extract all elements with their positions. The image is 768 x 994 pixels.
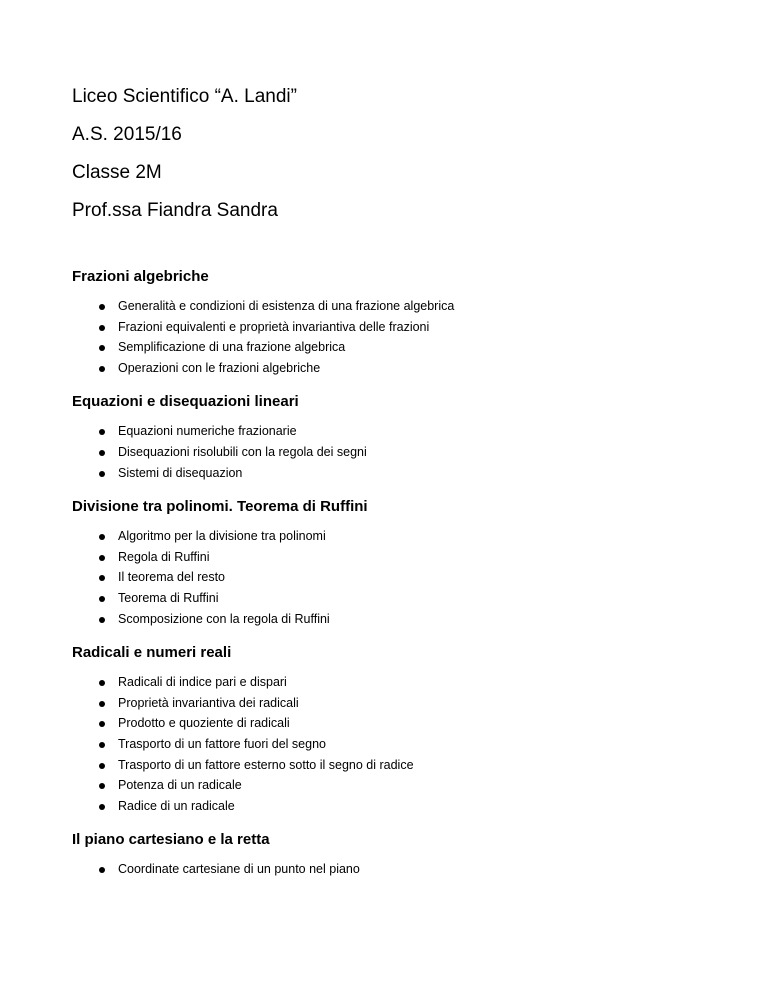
- bullet-icon: [99, 742, 105, 748]
- bullet-icon: [99, 721, 105, 727]
- list-item-text: Generalità e condizioni di esistenza di una frazione algebrica: [118, 299, 455, 313]
- program-section: [72, 267, 712, 378]
- section-title: Divisione tra polinomi. Teorema di Ruffini: [72, 498, 368, 516]
- bullet-icon: [99, 304, 105, 310]
- bullet-icon: [99, 471, 105, 477]
- list-item: [72, 796, 712, 817]
- list-item: [72, 296, 712, 317]
- list-item: [72, 337, 712, 358]
- program-section: [72, 830, 712, 880]
- list-item: [72, 317, 712, 338]
- list-item-text: Algoritmo per la divisione tra polinomi: [118, 529, 326, 544]
- bullet-icon: [99, 783, 105, 789]
- program-section: [72, 392, 712, 483]
- program-section: [72, 497, 712, 629]
- bullet-icon: [99, 325, 105, 331]
- document-page: [72, 84, 712, 894]
- list-item: [72, 547, 712, 568]
- list-item: [72, 713, 712, 734]
- list-item: [72, 609, 712, 630]
- bullet-icon: [99, 680, 105, 686]
- bullet-icon: [99, 534, 105, 540]
- list-item: [72, 734, 712, 755]
- list-item: [72, 755, 712, 776]
- bullet-icon: [99, 555, 105, 561]
- topic-list: [72, 526, 712, 629]
- list-item: [72, 775, 712, 796]
- list-item-text: Scomposizione con la regola di Ruffini: [118, 611, 330, 626]
- list-item-text: Disequazioni risolubili con la regola dei segni: [118, 444, 367, 459]
- program-section: [72, 643, 712, 816]
- list-item-text: Il teorema del resto: [118, 570, 225, 585]
- list-item: [72, 463, 712, 484]
- list-item-text: Potenza di un radicale: [118, 778, 242, 793]
- bullet-icon: [99, 575, 105, 581]
- list-item-text: Equazioni numeriche frazionarie: [118, 424, 297, 439]
- list-item-text: Trasporto di un fattore fuori del segno: [118, 736, 326, 751]
- teacher-name: Prof.ssa Fiandra Sandra: [72, 200, 278, 221]
- list-item: [72, 358, 712, 379]
- topic-list: [72, 859, 712, 880]
- list-item: [72, 693, 712, 714]
- school-name: Liceo Scientifico “A. Landi”: [72, 86, 297, 107]
- list-item-text: Semplificazione di una frazione algebrica: [118, 340, 346, 355]
- list-item-text: Teorema di Ruffini: [118, 590, 219, 605]
- list-item: [72, 672, 712, 693]
- list-item-text: Coordinate cartesiane di un punto nel piano: [118, 862, 360, 877]
- bullet-icon: [99, 450, 105, 456]
- bullet-icon: [99, 596, 105, 602]
- list-item-text: Radice di un radicale: [118, 798, 235, 813]
- section-title: Radicali e numeri reali: [72, 644, 232, 662]
- list-item: [72, 526, 712, 547]
- bullet-icon: [99, 366, 105, 372]
- list-item-text: Trasporto di un fattore esterno sotto il segno di radice: [118, 757, 414, 772]
- section-title: Il piano cartesiano e la retta: [72, 831, 270, 849]
- header-spacer: [72, 236, 712, 267]
- bullet-icon: [99, 617, 105, 623]
- list-item: [72, 442, 712, 463]
- bullet-icon: [99, 701, 105, 707]
- topic-list: [72, 296, 712, 378]
- list-item-text: Frazioni equivalenti e proprietà invariantiva delle frazioni: [118, 319, 430, 334]
- school-year: A.S. 2015/16: [72, 124, 182, 145]
- bullet-icon: [99, 429, 105, 435]
- class-name: Classe 2M: [72, 162, 162, 183]
- bullet-icon: [99, 345, 105, 351]
- bullet-icon: [99, 804, 105, 810]
- bullet-icon: [99, 867, 105, 873]
- list-item-text: Radicali di indice pari e dispari: [118, 675, 287, 690]
- list-item-text: Regola di Ruffini: [118, 549, 210, 564]
- list-item: [72, 859, 712, 880]
- section-title: Equazioni e disequazioni lineari: [72, 393, 299, 411]
- topic-list: [72, 421, 712, 483]
- list-item-text: Prodotto e quoziente di radicali: [118, 716, 290, 731]
- list-item-text: Sistemi di disequazion: [118, 465, 243, 480]
- program-sections: [72, 267, 712, 880]
- list-item-text: Proprietà invariantiva dei radicali: [118, 695, 299, 710]
- list-item-text: Operazioni con le frazioni algebriche: [118, 360, 321, 375]
- topic-list: [72, 672, 712, 816]
- list-item: [72, 421, 712, 442]
- section-title: Frazioni algebriche: [72, 268, 209, 285]
- bullet-icon: [99, 763, 105, 769]
- list-item: [72, 567, 712, 588]
- list-item: [72, 588, 712, 609]
